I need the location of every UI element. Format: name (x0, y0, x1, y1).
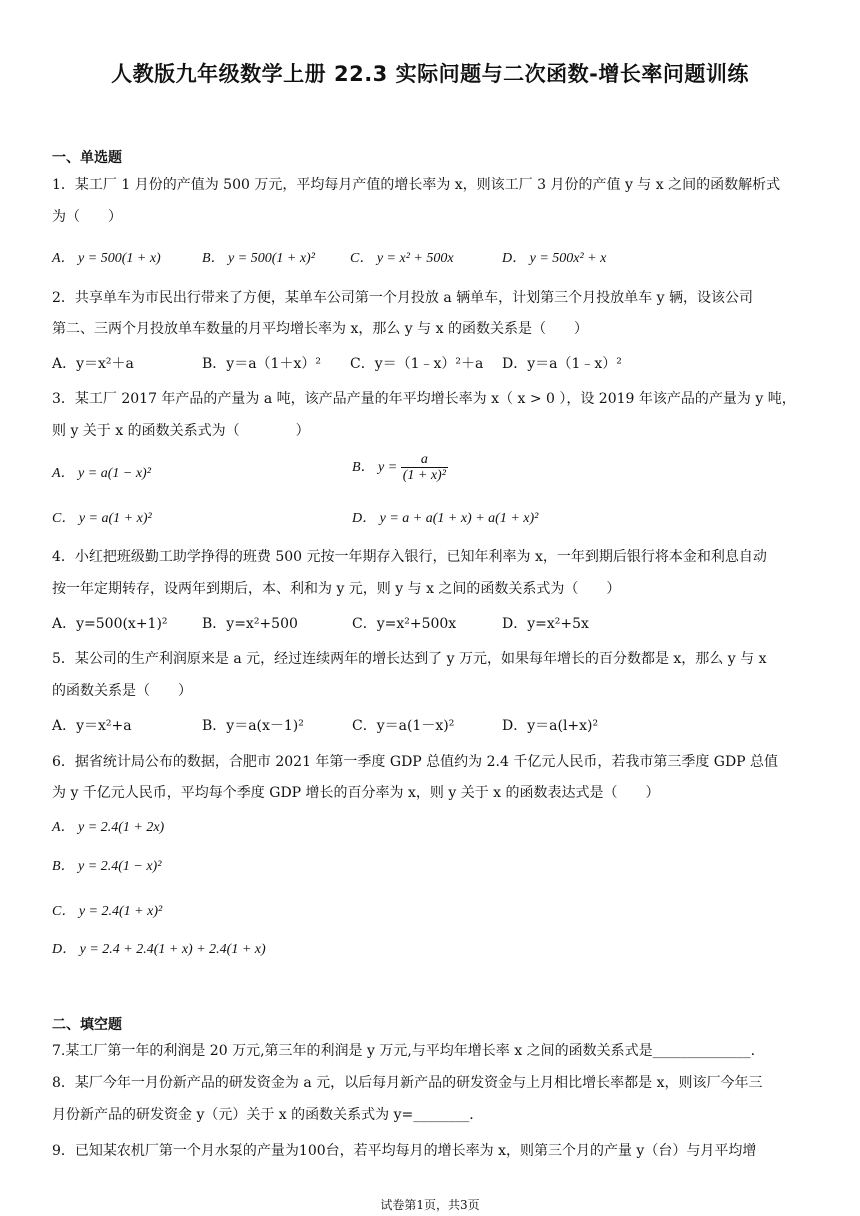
question-2-option-b: B．y＝a（1＋x）² (202, 356, 321, 372)
question-2-option-a: A．y＝x²＋a (52, 356, 134, 372)
question-1-option-a: A． y = 500(1 + x) (52, 251, 161, 266)
question-3-text-cont: 则 y 关于 x 的函数关系式为（ ） (52, 423, 310, 439)
question-6-text-cont: 为 y 千亿元人民币，平均每个季度 GDP 增长的百分率为 x，则 y 关于 x 的函数表达式是（ ） (52, 785, 660, 801)
question-2-text: 2．共享单车为市民出行带来了方便，某单车公司第一个月投放 a 辆单车，计划第三个月投放单车 y 辆，设该公司 (52, 290, 753, 306)
question-1-option-c: C． y = x² + 500x (350, 251, 454, 266)
question-6-option-b: B． y = 2.4(1 − x)² (52, 859, 162, 874)
question-5-option-c: C．y＝a(1－x)² (352, 718, 455, 734)
question-5-text: 5．某公司的生产利润原来是 a 元，经过连续两年的增长达到了 y 万元，如果每年增长的百分数都是 x，那么 y 与 x (52, 651, 767, 667)
question-4-option-a: A．y=500(x+1)² (52, 616, 168, 632)
section-heading-fill-blank: 二、填空题 (52, 1017, 122, 1033)
question-1-text-cont: 为（ ） (52, 209, 122, 225)
question-5-text-cont: 的函数关系是（ ） (52, 683, 192, 699)
question-6-option-c: C． y = 2.4(1 + x)² (52, 904, 163, 919)
question-1-text: 1．某工厂 1 月份的产值为 500 万元，平均每月产值的增长率为 x，则该工厂 3 月份的产值 y 与 x 之间的函数解析式 (52, 177, 781, 193)
question-2-option-c: C．y＝（1﹣x）²＋a (350, 356, 484, 372)
question-6-option-d: D． y = 2.4 + 2.4(1 + x) + 2.4(1 + x) (52, 942, 266, 957)
question-5-option-b: B．y＝a(x－1)² (202, 718, 304, 734)
question-2-text-cont: 第二、三两个月投放单车数量的月平均增长率为 x，那么 y 与 x 的函数关系是（ ） (52, 321, 588, 337)
question-3-option-a: A． y = a(1 − x)² (52, 466, 151, 481)
fraction-denominator: (1 + x)² (402, 468, 446, 484)
question-3-option-b-prefix: B． y = (352, 460, 398, 476)
fraction (401, 452, 448, 484)
question-4-text: 4．小红把班级勤工助学挣得的班费 500 元按一年期存入银行，已知年利率为 x，一年到期后银行将本金和利息自动 (52, 549, 767, 565)
question-3-option-b (352, 452, 448, 484)
fraction-numerator: a (401, 452, 448, 468)
question-3-option-d: D． y = a + a(1 + x) + a(1 + x)² (352, 511, 539, 526)
question-5-option-d: D．y＝a(l+x)² (502, 718, 599, 734)
question-3-text: 3．某工厂 2017 年产品的产量为 a 吨，该产品产量的年平均增长率为 x（ x > 0 ），设 2019 年该产品的产量为 y 吨， (52, 391, 796, 407)
section-heading-single-choice: 一、单选题 (52, 150, 122, 166)
question-4-option-c: C．y=x²+500x (352, 616, 457, 632)
question-2-option-d: D．y＝a（1﹣x）² (502, 356, 622, 372)
question-8-text-cont: 月份新产品的研发资金 y（元）关于 x 的函数关系式为 y=________. (52, 1107, 474, 1123)
page-footer: 试卷第1页，共3页 (380, 1198, 480, 1212)
question-6-text: 6．据省统计局公布的数据，合肥市 2021 年第一季度 GDP 总值约为 2.4 千亿元人民币，若我市第三季度 GDP 总值 (52, 754, 779, 770)
question-9-text: 9．已知某农机厂第一个月水泵的产量为100台，若平均每月的增长率为 x，则第三个月的产量 y（台）与月平均增 (52, 1143, 757, 1159)
question-7-text: 7.某工厂第一年的利润是 20 万元,第三年的利润是 y 万元,与平均年增长率 x 之间的函数关系式是______________. (52, 1043, 756, 1059)
question-8-text: 8．某厂今年一月份新产品的研发资金为 a 元，以后每月新产品的研发资金与上月相比增长率都是 x，则该厂今年三 (52, 1075, 763, 1091)
question-1-option-b: B． y = 500(1 + x)² (202, 251, 315, 266)
question-4-option-d: D．y=x²+5x (502, 616, 589, 632)
question-4-option-b: B．y=x²+500 (202, 616, 298, 632)
question-4-text-cont: 按一年定期转存，设两年到期后，本、利和为 y 元，则 y 与 x 之间的函数关系式为（ ） (52, 581, 621, 597)
page-title: 人教版九年级数学上册 22.3 实际问题与二次函数-增长率问题训练 (111, 62, 749, 86)
question-5-option-a: A．y＝x²+a (52, 718, 132, 734)
question-6-option-a: A． y = 2.4(1 + 2x) (52, 820, 165, 835)
question-1-option-d: D． y = 500x² + x (502, 251, 607, 266)
question-3-option-c: C． y = a(1 + x)² (52, 511, 152, 526)
